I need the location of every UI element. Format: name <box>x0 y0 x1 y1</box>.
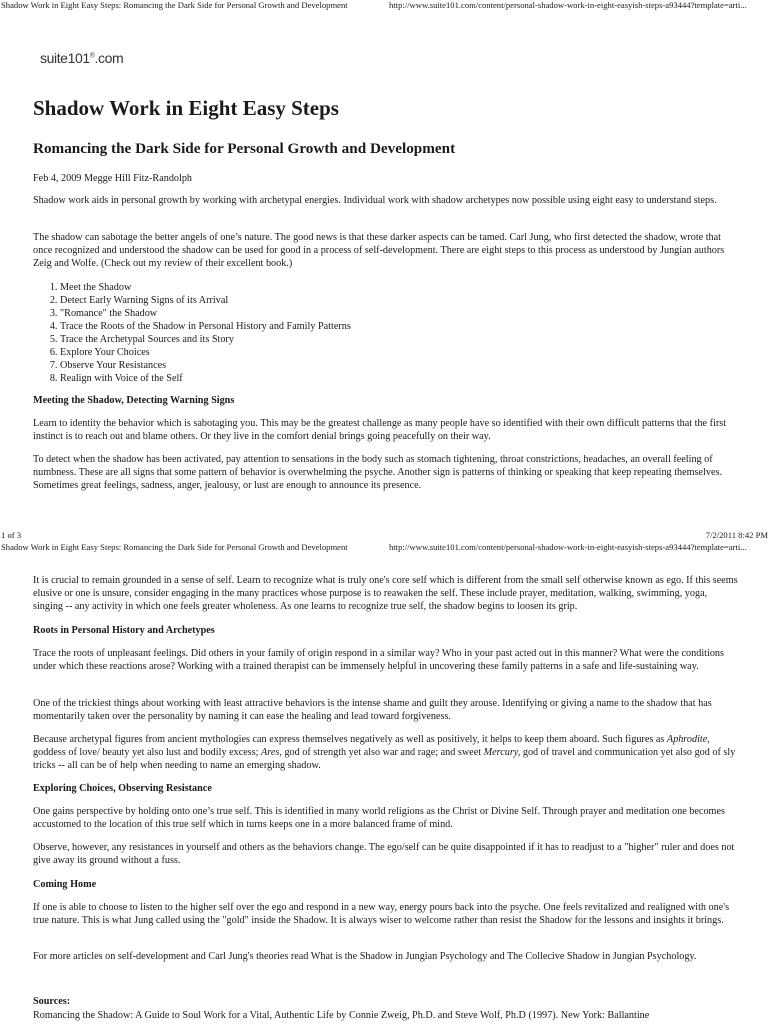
steps-list <box>33 281 740 385</box>
paragraph: If one is able to choose to listen to the higher self over the ego and respond in a new way, energy pours back into the psyche. One feels revitalized and realigned with one's true nature. This is what Jung called using the "gold" inside the Shadow. It is always wiser to welcome rather than resist the Shadow for the lessons and insights it brings. <box>33 902 730 926</box>
list-item: 1. Meet the Shadow <box>60 281 740 294</box>
section-heading: Exploring Choices, Observing Resistance <box>33 783 212 794</box>
paragraph: Trace the roots of unpleasant feelings. Did others in your family of origin respond in a similar way? Who in your past acted out in this manner? What were the conditions under which these reactions arose? Working with a trained therapist can be immensely helpful in uncovering these family patterns in a safe and life-sustaining way. <box>33 648 724 672</box>
print-header <box>0 0 768 12</box>
list-item: 6. Explore Your Choices <box>60 346 740 359</box>
print-header-title: Shadow Work in Eight Easy Steps: Romancing the Dark Side for Personal Growth and Development <box>1 542 348 552</box>
list-item: 3. "Romance" the Shadow <box>60 307 740 320</box>
site-logo[interactable]: suite101®.com <box>40 50 124 66</box>
section-heading: Roots in Personal History and Archetypes <box>33 625 215 636</box>
byline: Feb 4, 2009 Megge Hill Fitz-Randolph <box>33 173 193 184</box>
article-subtitle: Romancing the Dark Side for Personal Growth and Development <box>33 140 456 157</box>
print-header-url[interactable]: http://www.suite101.com/content/personal-shadow-work-in-eight-easyish-steps-a93444?template=arti... <box>389 542 747 552</box>
paragraph: It is crucial to remain grounded in a sense of self. Learn to recognize what is truly one's core self which is different from the small self otherwise known as ego. If this seems elusive or one is unsure, consider engaging in the many practices whose purpose is to reawaken the self. These include prayer, meditation, walking, swimming, yoga, singing -- any activity in which one feels greater wholeness. As one learns to recognize true self, the shadow begins to loosen its grip. <box>33 575 738 612</box>
article-title: Shadow Work in Eight Easy Steps <box>33 96 339 120</box>
print-header-title: Shadow Work in Eight Easy Steps: Romancing the Dark Side for Personal Growth and Development <box>1 0 348 10</box>
print-header <box>0 542 768 554</box>
paragraph: One gains perspective by holding onto one’s true self. This is identified in many world religions as the Christ or Divine Self. Through prayer and meditation one becomes accustomed to the location of this true self which in turns keeps one in a more balanced frame of mind. <box>33 806 725 830</box>
paragraph: The shadow can sabotage the better angels of one’s nature. The good news is that these darker aspects can be tamed. Carl Jung, who first detected the shadow, wrote that once recognized and understood the shadow can be used for good in a process of self-development. There are eight steps to this process as understood by Jungian authors Zeig and Wolfe. (Check out my review of their excellent book.) <box>33 232 725 269</box>
paragraph: For more articles on self-development and Carl Jung's theories read What is the Shadow in Jungian Psychology and The Collecive Shadow in Jungian Psychology. <box>33 951 697 962</box>
paragraph: Because archetypal figures from ancient mythologies can express themselves negatively as well as positively, it helps to keep them aboard. Such figures as Aphrodite, goddess of love/ beauty yet also lust and bodily excess; Ares, god of strength yet also war and rage; and sweet Mercury, god of travel and communication yet also god of sly tricks -- all can be of help when needing to name an emerging shadow. <box>33 734 736 771</box>
paragraph: Observe, however, any resistances in yourself and others as the behaviors change. The ego/self can be quite disappointed if it has to readjust to a "higher" ruler and does not give away its ground without a fuss. <box>33 842 735 866</box>
section-heading: Meeting the Shadow, Detecting Warning Signs <box>33 395 235 406</box>
list-item: 8. Realign with Voice of the Self <box>60 372 740 385</box>
print-header-url[interactable]: http://www.suite101.com/content/personal-shadow-work-in-eight-easyish-steps-a93444?template=arti... <box>389 0 747 10</box>
paragraph: Learn to identity the behavior which is sabotaging you. This may be the greatest challenge as many people have so identified with their own difficult patterns that the first instinct is to reach out and blame others. Or they live in the comfort denial brings going peacefully on their way. <box>33 418 727 442</box>
section-heading: Coming Home <box>33 879 97 890</box>
list-item: 4. Trace the Roots of the Shadow in Personal History and Family Patterns <box>60 320 740 333</box>
intro-paragraph: Shadow work aids in personal growth by working with archetypal energies. Individual work with shadow archetypes now possible using eight easy to understand steps. <box>33 195 717 206</box>
list-item: 2. Detect Early Warning Signs of its Arrival <box>60 294 740 307</box>
source-citation: Romancing the Shadow: A Guide to Soul Work for a Vital, Authentic Life by Connie Zweig, Ph.D. and Steve Wolf, Ph.D (1997). New York: Ballantine <box>33 1010 650 1021</box>
page-number: 1 of 3 <box>1 530 22 540</box>
paragraph: One of the trickiest things about working with least attractive behaviors is the intense shame and guilt they arouse. Identifying or giving a name to the shadow that has momentarily taken over the personality by naming it can ease the healing and lead toward forgiveness. <box>33 698 712 722</box>
paragraph: To detect when the shadow has been activated, pay attention to sensations in the body such as stomach tightening, throat constrictions, headaches, an overall feeling of numbness. These are all signs that some pattern of behavior is overwhelming the psyche. Another sign is patterns of thinking or speaking that keep repeating themselves. Sometimes great feelings, sadness, anger, jealousy, or lust are enough to announce its presence. <box>33 454 723 491</box>
section-heading: Sources: <box>33 996 71 1007</box>
list-item: 7. Observe Your Resistances <box>60 359 740 372</box>
list-item: 5. Trace the Archetypal Sources and its Story <box>60 333 740 346</box>
print-datetime: 7/2/2011 8:42 PM <box>705 530 768 540</box>
